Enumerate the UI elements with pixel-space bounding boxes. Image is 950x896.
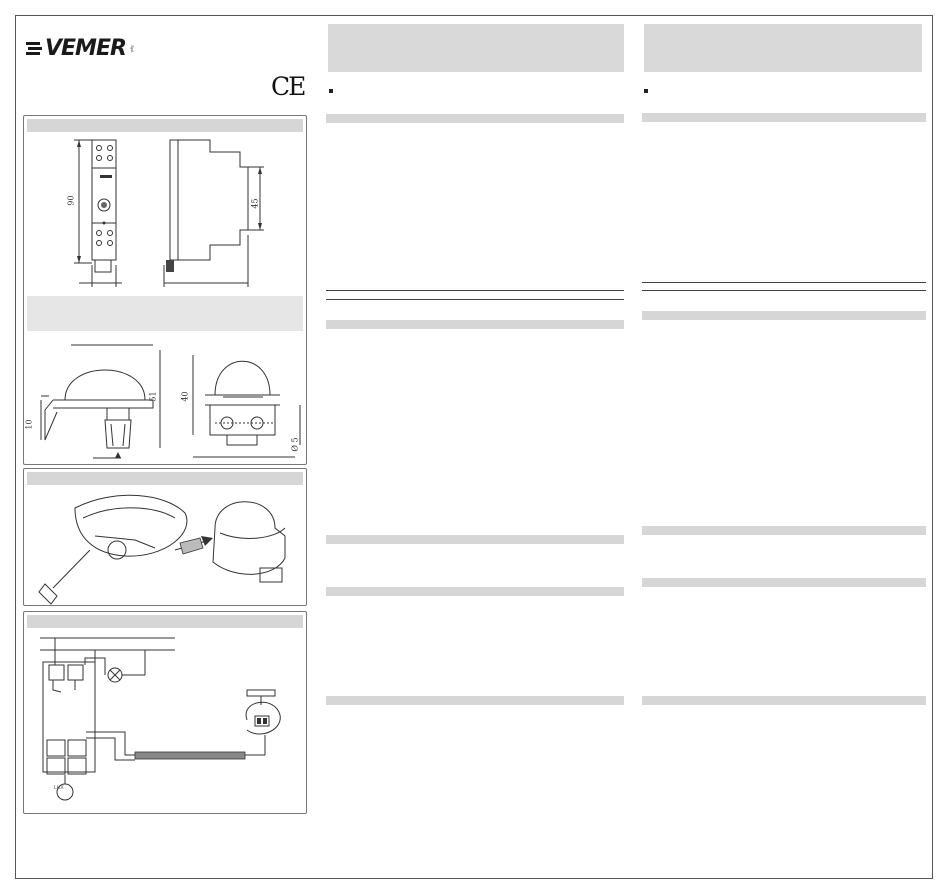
rule-col2-2 — [326, 299, 624, 300]
dim-module-height: 90 — [66, 195, 76, 206]
section-bar-col3-4 — [642, 578, 926, 587]
installation-illustration — [35, 488, 305, 606]
bullet-col3 — [644, 89, 648, 93]
dim-sensor-dome: 40 — [180, 391, 190, 402]
section-bar-col3-2 — [642, 311, 926, 320]
section-bar-col2-3 — [326, 535, 624, 544]
section-bar-col2-5 — [326, 696, 624, 705]
vemer-logo-icon — [26, 40, 42, 58]
section-bar-col2-4 — [326, 587, 624, 596]
section-bar-col2-2 — [326, 320, 624, 329]
section-bar-col2-1 — [326, 114, 624, 123]
title-box-col3 — [644, 24, 922, 72]
installation-panel-header — [27, 472, 303, 485]
brand-logo — [26, 36, 135, 61]
wiring-panel-header — [27, 615, 303, 628]
rule-col2-1 — [326, 290, 624, 291]
dimensions-panel-header — [27, 119, 303, 132]
dimensions-panel-separator — [27, 296, 303, 331]
module-side-drawing — [160, 135, 270, 290]
rule-col3-2 — [642, 290, 926, 291]
wiring-sensor-label: LUX — [54, 785, 64, 791]
brand-suffix: SpA — [129, 44, 135, 53]
rule-col3-1 — [642, 282, 926, 283]
sensor-side-drawing — [35, 340, 165, 465]
sensor-front-drawing — [185, 345, 305, 465]
bullet-col2 — [329, 89, 333, 93]
dim-sensor-height: 51 — [148, 391, 158, 402]
ce-mark: CE — [271, 72, 305, 101]
dim-sensor-base: 10 — [24, 419, 34, 430]
section-bar-col3-3 — [642, 526, 926, 535]
module-front-drawing — [70, 135, 130, 290]
section-bar-col3-5 — [642, 696, 926, 705]
brand-name: VEMER — [45, 36, 126, 61]
section-bar-col3-1 — [642, 113, 926, 122]
dim-cable-diameter: Ø 5 — [290, 437, 300, 452]
dim-module-step: 45 — [250, 198, 260, 209]
title-box-col2 — [328, 24, 624, 72]
wiring-diagram — [35, 630, 300, 810]
